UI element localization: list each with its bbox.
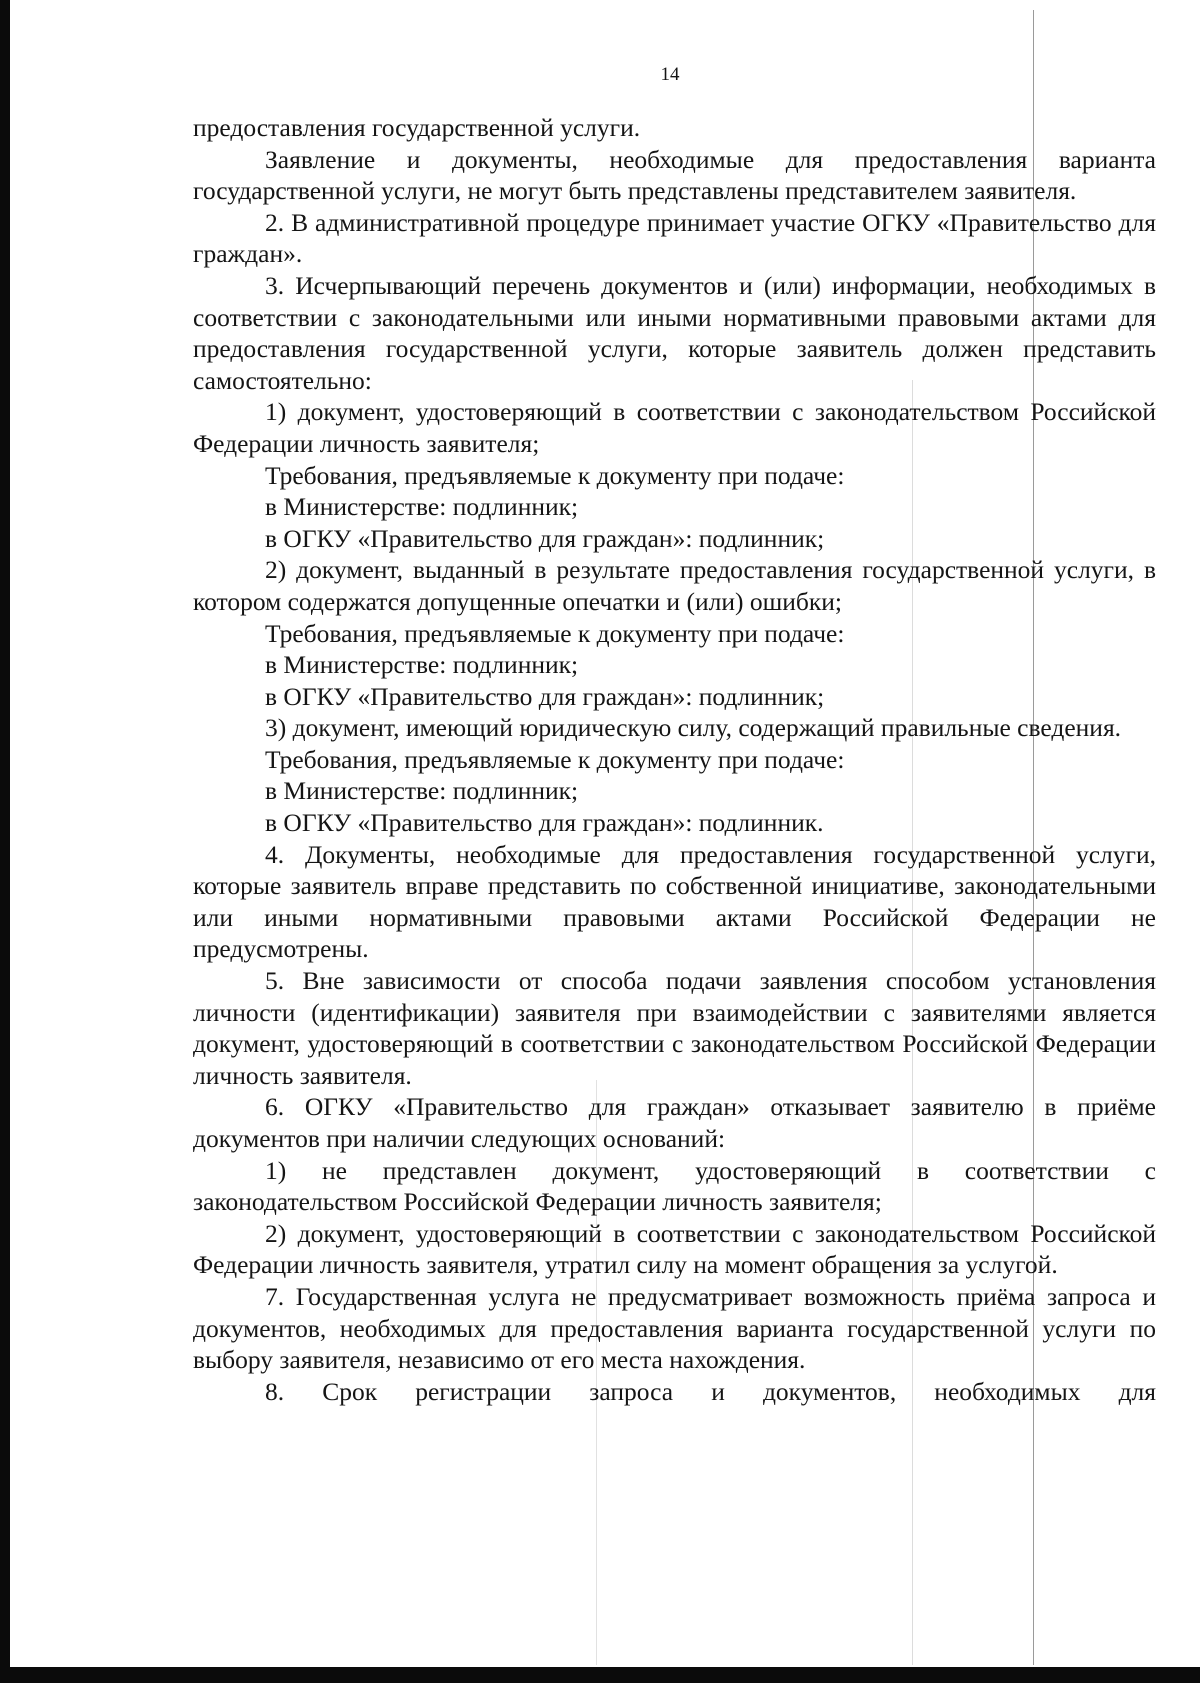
scan-bottom-border <box>0 1667 1200 1683</box>
paragraph: 3) документ, имеющий юридическую силу, содержащий правильные сведения. <box>265 713 1122 743</box>
paragraph: 2) документ, выданный в результате предоставления государственной услуги, в котором содержатся допущенные опечатки и (или) ошибки; <box>193 555 1156 616</box>
paragraph: предоставления государственной услуги. <box>193 113 641 142</box>
paragraph: в ОГКУ «Правительство для граждан»: подлинник; <box>265 523 825 553</box>
paragraph: 3. Исчерпывающий перечень документов и (или) информации, необходимых в соответствии с законодательными или иными нормативными правовыми актами для предоставления государственной услуги, которые заявитель должен представить самостоятельно: <box>193 270 1156 395</box>
paragraph: 7. Государственная услуга не предусматривает возможность приёма запроса и документов, необходимых для предоставления варианта государственной услуги по выбору заявителя, независимо от его места нахождения. <box>193 1281 1156 1375</box>
paragraph: 4. Документы, необходимые для предоставления государственной услуги, которые заявитель вправе представить по собственной инициативе, законодательными или иными нормативными правовыми актами Российской Федерации не предусмотрены. <box>193 839 1156 964</box>
paragraph: 5. Вне зависимости от способа подачи заявления способом установления личности (идентификации) заявителя при взаимодействии с заявителями является документ, удостоверяющий в соответствии с законодательством Российской Федерации личность заявителя. <box>193 966 1156 1090</box>
paragraph: Заявление и документы, необходимые для предоставления варианта государственной услуги, не могут быть представлены представителем заявителя. <box>193 144 1156 206</box>
document-body <box>193 112 1156 1407</box>
paragraph: 1) документ, удостоверяющий в соответствии с законодательством Российской Федерации личность заявителя; <box>193 397 1156 458</box>
paragraph: 8. Срок регистрации запроса и документов, необходимых для <box>265 1376 1156 1406</box>
paragraph: в Министерстве: подлинник; <box>265 776 579 806</box>
paragraph: 2. В административной процедуре принимает участие ОГКУ «Правительство для граждан». <box>193 207 1156 269</box>
paragraph: в Министерстве: подлинник; <box>265 650 579 680</box>
page-number: 14 <box>660 64 680 85</box>
paragraph: в ОГКУ «Правительство для граждан»: подлинник; <box>265 681 825 711</box>
paragraph: Требования, предъявляемые к документу при подаче: <box>265 744 845 774</box>
paragraph: 2) документ, удостоверяющий в соответствии с законодательством Российской Федерации личность заявителя, утратил силу на момент обращения за услугой. <box>193 1218 1156 1280</box>
scan-left-border <box>0 0 10 1683</box>
paragraph: 6. ОГКУ «Правительство для граждан» отказывает заявителю в приёме документов при наличии следующих оснований: <box>193 1092 1156 1153</box>
paragraph: Требования, предъявляемые к документу при подаче: <box>265 618 845 648</box>
paragraph: Требования, предъявляемые к документу при подаче: <box>265 460 845 490</box>
paragraph: в Министерстве: подлинник; <box>265 492 579 522</box>
paragraph: 1) не представлен документ, удостоверяющий в соответствии с законодательством Российской Федерации личность заявителя; <box>193 1155 1156 1217</box>
paragraph: в ОГКУ «Правительство для граждан»: подлинник. <box>265 808 824 838</box>
